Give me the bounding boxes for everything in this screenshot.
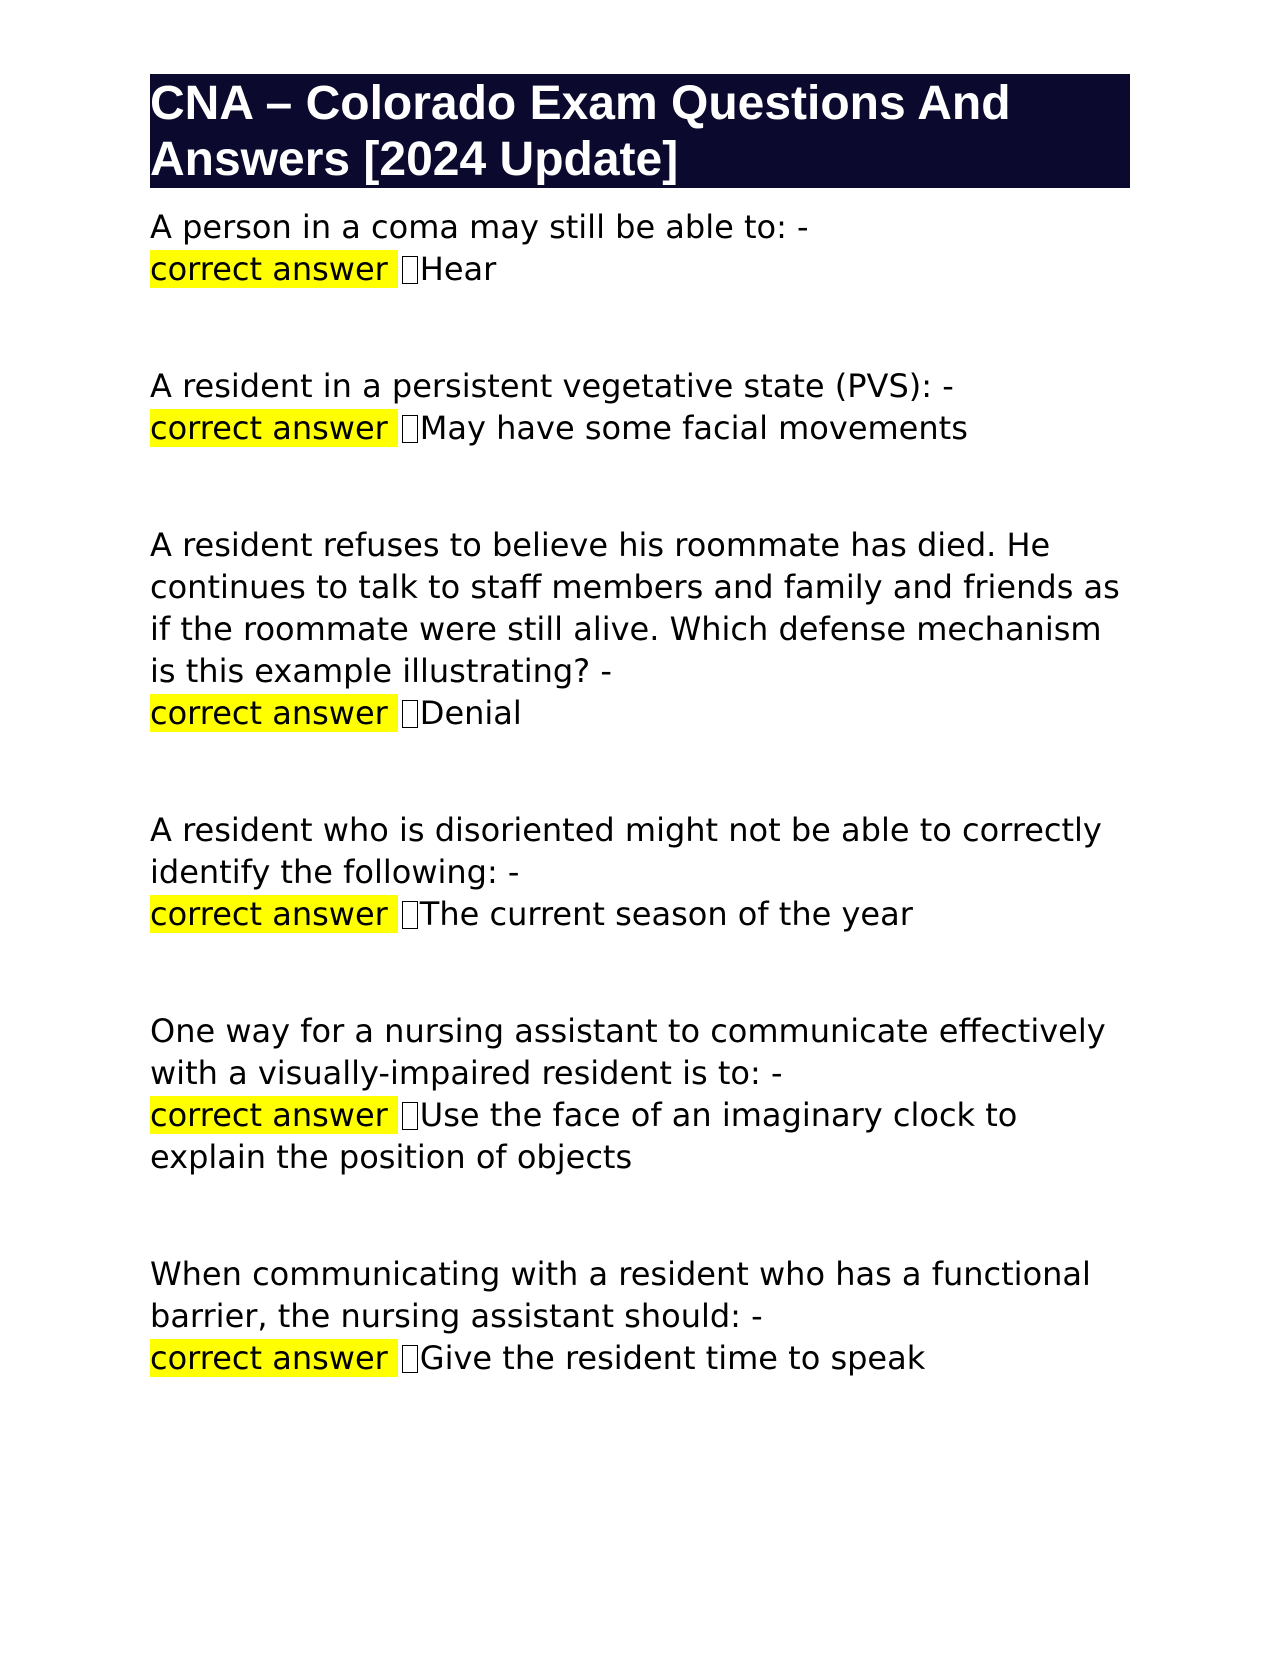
qa-item xyxy=(150,809,1130,935)
answer-text: Use the face of an imaginary clock to explain the position of objects xyxy=(150,1096,1018,1176)
missing-glyph-icon xyxy=(402,700,418,728)
answer-text: Hear xyxy=(419,250,497,288)
document-page xyxy=(150,74,1130,1454)
missing-glyph-icon xyxy=(402,415,418,443)
missing-glyph-icon xyxy=(402,901,418,929)
qa-list xyxy=(150,206,1130,1379)
question-text: A person in a coma may still be able to: - xyxy=(150,208,809,246)
answer-text: The current season of the year xyxy=(419,895,913,933)
qa-item xyxy=(150,206,1130,290)
qa-item xyxy=(150,1010,1130,1178)
correct-answer-tag: correct answer xyxy=(150,250,398,288)
qa-item xyxy=(150,365,1130,449)
answer-line xyxy=(150,1337,1130,1379)
missing-glyph-icon xyxy=(402,256,418,284)
answer-line xyxy=(150,248,1130,290)
answer-text: Give the resident time to speak xyxy=(419,1339,926,1377)
question-text: A resident who is disoriented might not be able to correctly identify the following: - xyxy=(150,811,1102,891)
missing-glyph-icon xyxy=(402,1345,418,1373)
page-title: CNA – Colorado Exam Questions And Answers [2024 Update] xyxy=(150,74,1130,188)
question-text: When communicating with a resident who has a functional barrier, the nursing assistant should: - xyxy=(150,1255,1091,1335)
missing-glyph-icon xyxy=(402,1102,418,1130)
correct-answer-tag: correct answer xyxy=(150,1096,398,1134)
correct-answer-tag: correct answer xyxy=(150,1339,398,1377)
qa-item xyxy=(150,524,1130,734)
answer-line xyxy=(150,692,1130,734)
correct-answer-tag: correct answer xyxy=(150,409,398,447)
answer-line xyxy=(150,407,1130,449)
qa-item xyxy=(150,1253,1130,1379)
question-text: One way for a nursing assistant to communicate effectively with a visually-impaired resident is to: - xyxy=(150,1012,1106,1092)
correct-answer-tag: correct answer xyxy=(150,895,398,933)
question-text: A resident in a persistent vegetative state (PVS): - xyxy=(150,367,954,405)
correct-answer-tag: correct answer xyxy=(150,694,398,732)
answer-text: Denial xyxy=(419,694,522,732)
answer-text: May have some facial movements xyxy=(419,409,968,447)
answer-line xyxy=(150,1094,1130,1178)
answer-line xyxy=(150,893,1130,935)
question-text: A resident refuses to believe his roommate has died. He continues to talk to staff members and family and friends as if the roommate were still alive. Which defense mechanism is this example illustrating? - xyxy=(150,526,1120,690)
